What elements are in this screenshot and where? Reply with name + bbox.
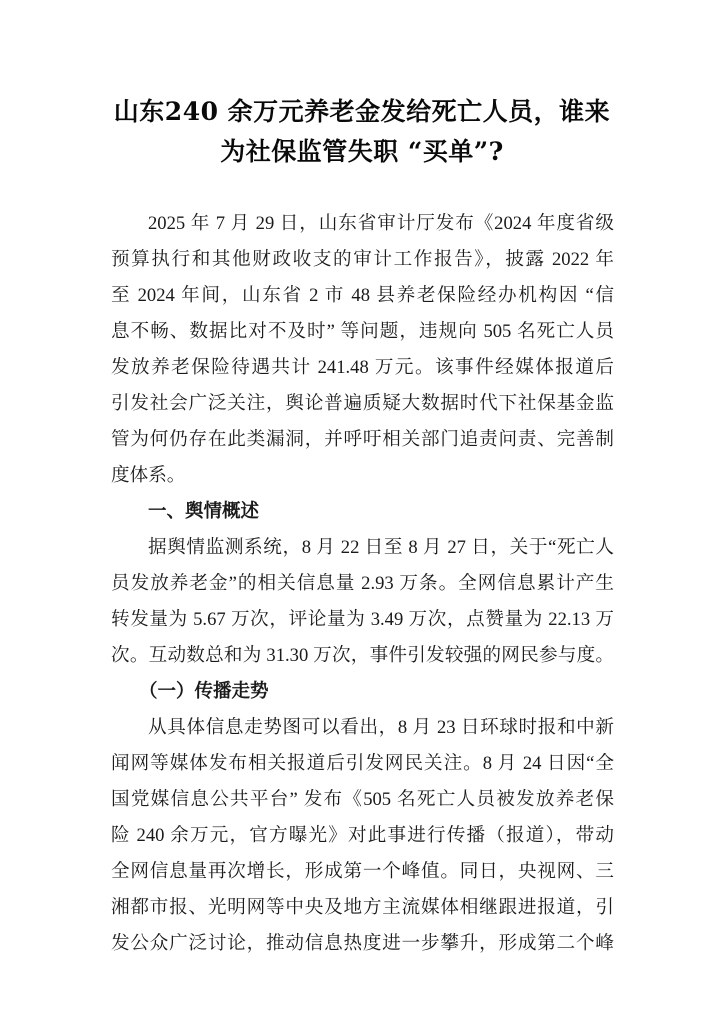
text-line: 转发量为 5.67 万次，评论量为 3.49 万次，点赞量为 22.13 万: [111, 609, 614, 630]
title-line-2: 为社保监管失职 “买单”?: [220, 137, 504, 166]
paragraph-trend: [111, 710, 614, 962]
text-line: 2025 年 7 月 29 日，山东省审计厅发布《2024 年度省级: [148, 213, 614, 234]
text-line: 发放养老保险待遇共计 241.48 万元。该事件经媒体报道后: [111, 357, 614, 378]
text-line: 全网信息量再次增长，形成第一个峰值。同日，央视网、三: [111, 861, 614, 882]
article-body: [111, 206, 614, 962]
text-line: 险 240 余万元，官方曝光》对此事进行传播（报道），带动: [111, 825, 614, 846]
paragraph-overview: [111, 530, 614, 674]
text-line: 员发放养老金”的相关信息量 2.93 万条。全网信息累计产生: [111, 573, 614, 594]
text-line: 至 2024 年间，山东省 2 市 48 县养老保险经办机构因 “信: [111, 285, 614, 306]
section-heading-overview: 一、舆情概述: [148, 501, 260, 522]
text-line: 从具体信息走势图可以看出，8 月 23 日环球时报和中新: [148, 717, 614, 738]
subsection-heading-trend: （一）传播走势: [139, 681, 269, 702]
article-title: [96, 92, 628, 172]
title-line-1: 山东240 余万元养老金发给死亡人员，谁来: [113, 97, 611, 126]
text-line: 湘都市报、光明网等中央及地方主流媒体相继跟进报道，引: [111, 897, 614, 918]
paragraph-intro: [111, 206, 614, 494]
text-line: 次。互动数总和为 31.30 万次，事件引发较强的网民参与度。: [111, 645, 614, 666]
text-line: 引发社会广泛关注，舆论普遍质疑大数据时代下社保基金监: [111, 393, 614, 414]
text-line: 度体系。: [111, 465, 186, 486]
text-line: 发公众广泛讨论，推动信息热度进一步攀升，形成第二个峰: [111, 933, 614, 954]
text-line: 管为何仍存在此类漏洞，并呼吁相关部门追责问责、完善制: [111, 429, 614, 450]
text-line: 闻网等媒体发布相关报道后引发网民关注。8 月 24 日因“全: [111, 753, 614, 774]
text-line: 息不畅、数据比对不及时” 等问题，违规向 505 名死亡人员: [111, 321, 614, 342]
text-line: 据舆情监测系统，8 月 22 日至 8 月 27 日，关于“死亡人: [148, 537, 614, 558]
text-line: 预算执行和其他财政收支的审计工作报告》，披露 2022 年: [111, 249, 614, 270]
text-line: 国党媒信息公共平台” 发布《505 名死亡人员被发放养老保: [111, 789, 614, 810]
